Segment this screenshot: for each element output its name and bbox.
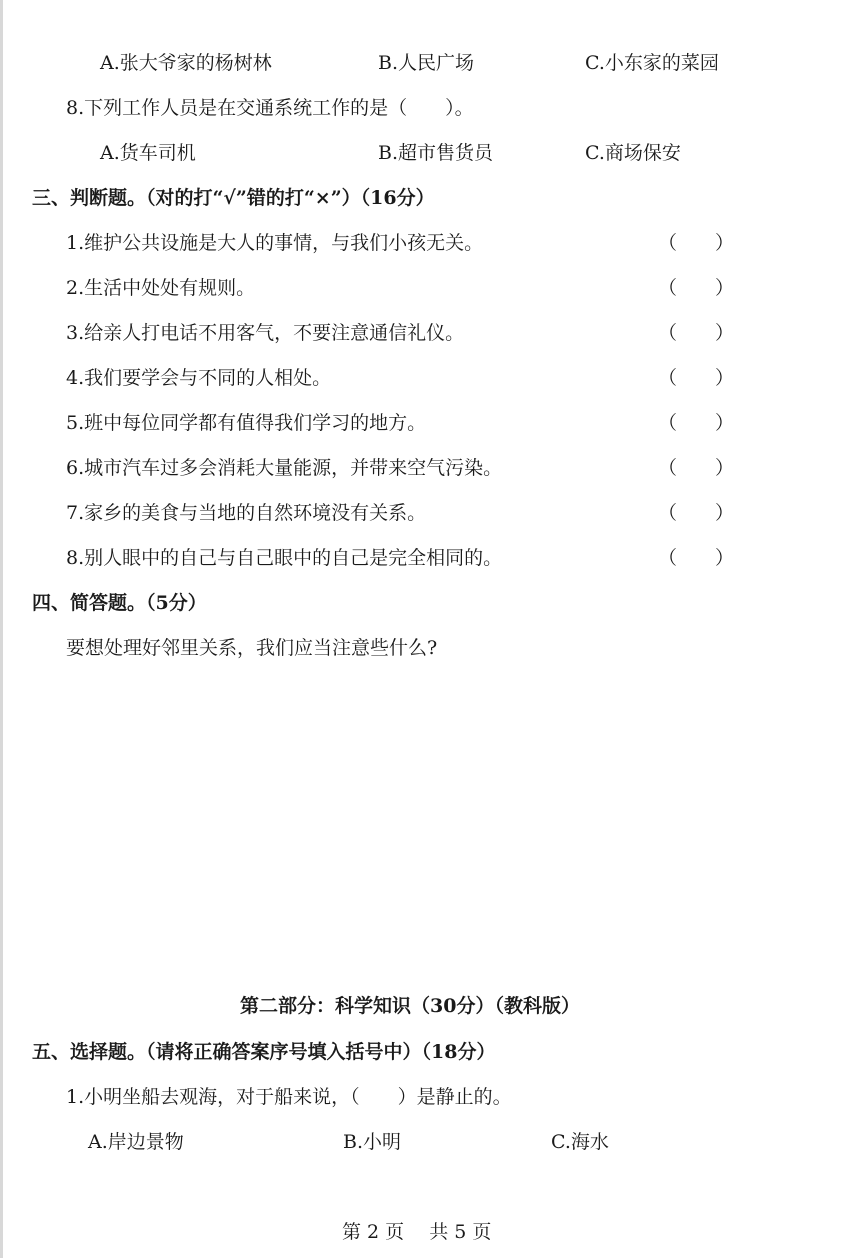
short-answer-question: 要想处理好邻里关系，我们应当注意些什么? bbox=[66, 637, 438, 659]
judge-item-6: 6.城市汽车过多会消耗大量能源，并带来空气污染。 bbox=[66, 457, 503, 479]
option-c: C.小东家的菜园 bbox=[585, 52, 719, 74]
judge-answer-1[interactable]: （ ） bbox=[658, 232, 735, 254]
judge-answer-6[interactable]: （ ） bbox=[658, 457, 735, 479]
page-number: 第 2 页 共 5 页 bbox=[342, 1221, 492, 1243]
science-question-1-option-a: A.岸边景物 bbox=[88, 1131, 184, 1153]
judge-item-4: 4.我们要学会与不同的人相处。 bbox=[66, 367, 332, 389]
science-question-1-option-b: B.小明 bbox=[343, 1131, 402, 1153]
question-8-option-c: C.商场保安 bbox=[585, 142, 681, 164]
judge-answer-7[interactable]: （ ） bbox=[658, 502, 735, 524]
judge-item-7: 7.家乡的美食与当地的自然环境没有关系。 bbox=[66, 502, 427, 524]
judge-item-8: 8.别人眼中的自己与自己眼中的自己是完全相同的。 bbox=[66, 547, 503, 569]
science-question-1-stem: 1.小明坐船去观海，对于船来说，（ ）是静止的。 bbox=[66, 1086, 512, 1108]
section-5-title: 五、选择题。（请将正确答案序号填入括号中）（18分） bbox=[32, 1041, 496, 1063]
judge-item-3: 3.给亲人打电话不用客气，不要注意通信礼仪。 bbox=[66, 322, 465, 344]
judge-answer-2[interactable]: （ ） bbox=[658, 277, 735, 299]
science-question-1-option-c: C.海水 bbox=[551, 1131, 609, 1153]
judge-answer-3[interactable]: （ ） bbox=[658, 322, 735, 344]
judge-item-2: 2.生活中处处有规则。 bbox=[66, 277, 256, 299]
section-4-title: 四、简答题。（5分） bbox=[32, 592, 207, 614]
judge-item-5: 5.班中每位同学都有值得我们学习的地方。 bbox=[66, 412, 427, 434]
judge-answer-5[interactable]: （ ） bbox=[658, 412, 735, 434]
judge-item-1: 1.维护公共设施是大人的事情，与我们小孩无关。 bbox=[66, 232, 484, 254]
part-2-title: 第二部分：科学知识（30分）（教科版） bbox=[240, 995, 580, 1017]
judge-answer-8[interactable]: （ ） bbox=[658, 547, 735, 569]
question-8-option-b: B.超市售货员 bbox=[378, 142, 494, 164]
section-3-title: 三、判断题。（对的打“√”错的打“×”）（16分） bbox=[32, 187, 435, 209]
question-8-option-a: A.货车司机 bbox=[100, 142, 196, 164]
option-b: B.人民广场 bbox=[378, 52, 475, 74]
judge-answer-4[interactable]: （ ） bbox=[658, 367, 735, 389]
option-a: A.张大爷家的杨树林 bbox=[100, 52, 272, 74]
page-edge-mark bbox=[0, 0, 3, 1258]
question-8-stem: 8.下列工作人员是在交通系统工作的是（ ）。 bbox=[66, 97, 474, 119]
